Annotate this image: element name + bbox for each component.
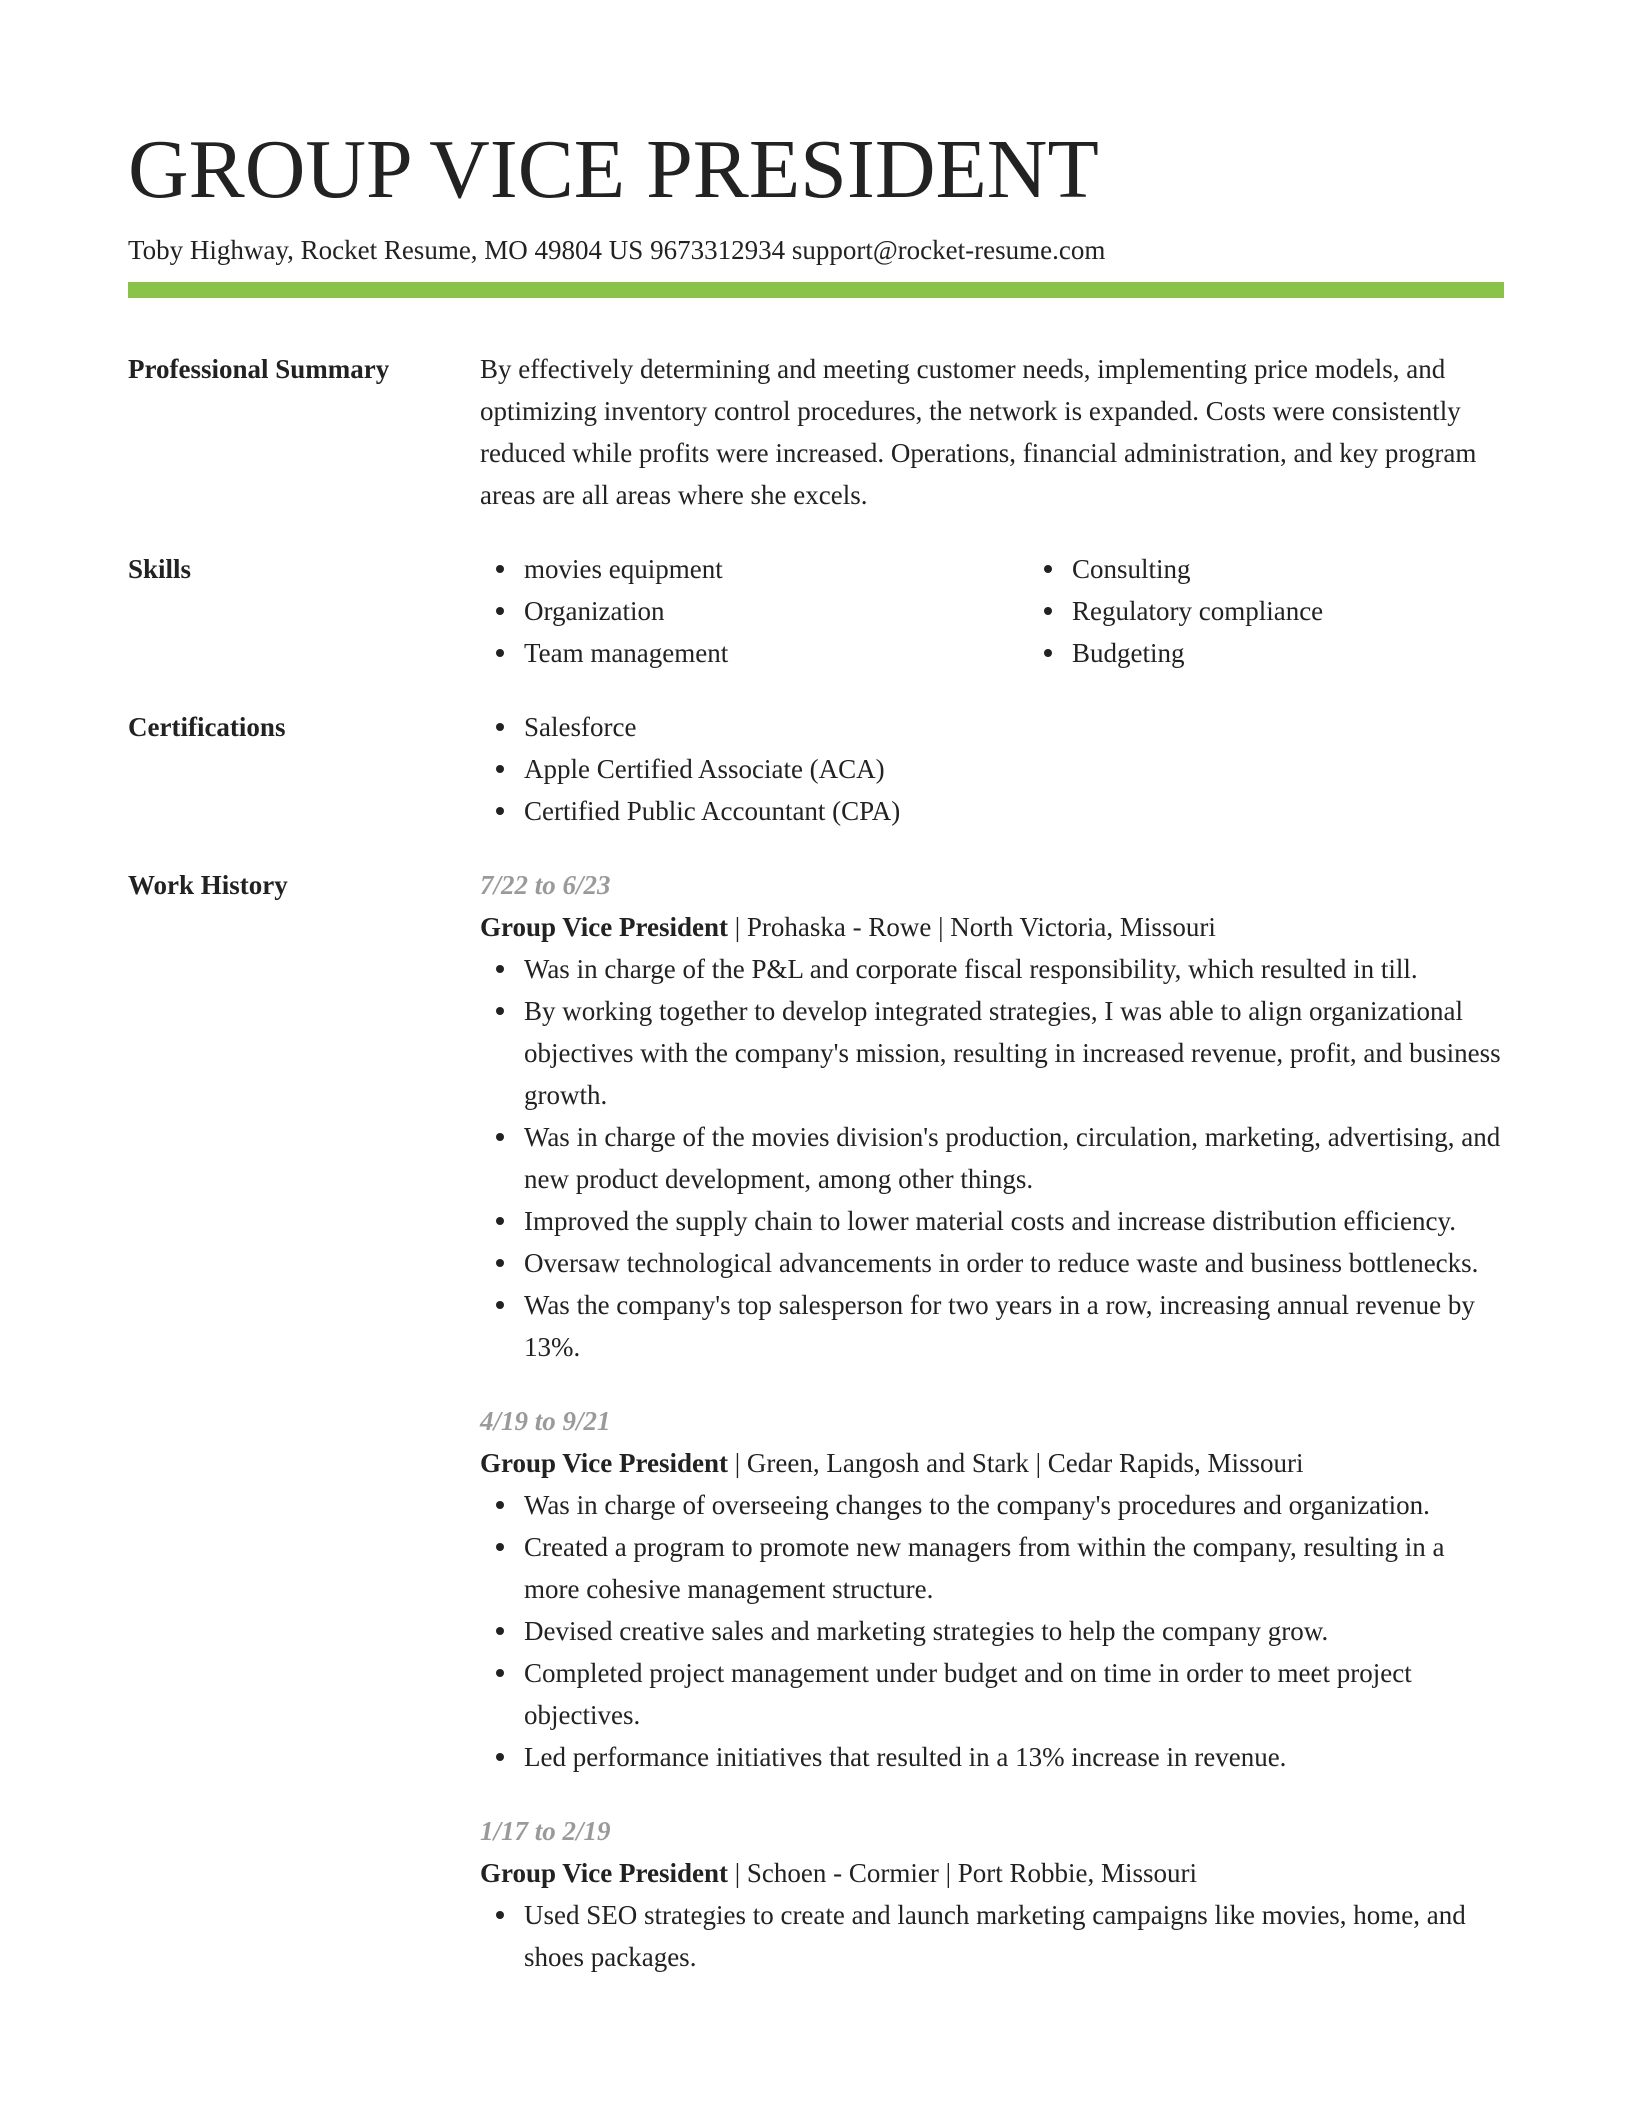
certifications-section [128, 706, 1504, 832]
resume-title: GROUP VICE PRESIDENT [128, 123, 1099, 216]
skill-item: Regulatory compliance [1072, 590, 1576, 632]
section-label-work-history: Work History [128, 870, 288, 900]
job-title: Group Vice President [480, 912, 728, 942]
skill-item: Budgeting [1072, 632, 1576, 674]
job-bullet: Oversaw technological advancements in order to reduce waste and business bottlenecks. [524, 1242, 1504, 1284]
skill-item: movies equipment [524, 548, 1028, 590]
job-bullet: Used SEO strategies to create and launch marketing campaigns like movies, home, and shoes packages. [524, 1894, 1504, 1978]
skills-column-1 [480, 548, 1028, 674]
job-entry [480, 1400, 1504, 1778]
job-entry [480, 864, 1504, 1368]
job-bullets [480, 948, 1504, 1368]
job-bullet: Was in charge of the movies division's production, circulation, marketing, advertising, and new product development, among other things. [524, 1116, 1504, 1200]
job-bullet: Led performance initiatives that resulted in a 13% increase in revenue. [524, 1736, 1504, 1778]
section-label-summary: Professional Summary [128, 354, 390, 384]
job-bullet: Devised creative sales and marketing strategies to help the company grow. [524, 1610, 1504, 1652]
job-bullet: Was in charge of the P&L and corporate fiscal responsibility, which resulted in till. [524, 948, 1504, 990]
skills-grid [480, 548, 1576, 674]
professional-summary-section [128, 348, 1504, 516]
certification-item: Salesforce [524, 706, 1504, 748]
contact-line: Toby Highway, Rocket Resume, MO 49804 US 9673312934 support@rocket-resume.com [128, 235, 1106, 265]
summary-text: By effectively determining and meeting customer needs, implementing price models, and optimizing inventory control procedures, the network is expanded. Costs were consistently reduced while profits were increased. Operations, financial administration, and key program areas are all areas where she excels. [480, 354, 1477, 510]
job-entry [480, 1810, 1504, 1978]
job-bullet: Was in charge of overseeing changes to the company's procedures and organization. [524, 1484, 1504, 1526]
certification-item: Apple Certified Associate (ACA) [524, 748, 1504, 790]
job-dates: 4/19 to 9/21 [480, 1406, 611, 1436]
resume-page [128, 120, 1504, 2010]
job-title: Group Vice President [480, 1858, 728, 1888]
job-details: | Schoen - Cormier | Port Robbie, Missouri [728, 1858, 1198, 1888]
job-bullet: Completed project management under budget and on time in order to meet project objectives. [524, 1652, 1504, 1736]
accent-divider [128, 282, 1504, 298]
section-label-skills: Skills [128, 554, 192, 584]
job-bullets [480, 1894, 1504, 1978]
job-details: | Green, Langosh and Stark | Cedar Rapids, Missouri [728, 1448, 1304, 1478]
job-heading [480, 906, 1504, 948]
job-heading [480, 1442, 1504, 1484]
section-label-certifications: Certifications [128, 712, 286, 742]
certifications-list [480, 706, 1504, 832]
job-bullet: Created a program to promote new managers from within the company, resulting in a more cohesive management structure. [524, 1526, 1504, 1610]
job-bullets [480, 1484, 1504, 1778]
job-bullet: Improved the supply chain to lower material costs and increase distribution efficiency. [524, 1200, 1504, 1242]
skill-item: Organization [524, 590, 1028, 632]
job-heading [480, 1852, 1504, 1894]
work-history-section [128, 864, 1504, 2010]
job-dates: 1/17 to 2/19 [480, 1816, 611, 1846]
skill-item: Consulting [1072, 548, 1576, 590]
job-bullet: By working together to develop integrated strategies, I was able to align organizational objectives with the company's mission, resulting in increased revenue, profit, and business growth. [524, 990, 1504, 1116]
skills-column-2 [1028, 548, 1576, 674]
job-dates: 7/22 to 6/23 [480, 870, 611, 900]
job-details: | Prohaska - Rowe | North Victoria, Missouri [728, 912, 1216, 942]
skill-item: Team management [524, 632, 1028, 674]
skills-section [128, 548, 1504, 674]
job-title: Group Vice President [480, 1448, 728, 1478]
job-bullet: Was the company's top salesperson for two years in a row, increasing annual revenue by 13%. [524, 1284, 1504, 1368]
certification-item: Certified Public Accountant (CPA) [524, 790, 1504, 832]
